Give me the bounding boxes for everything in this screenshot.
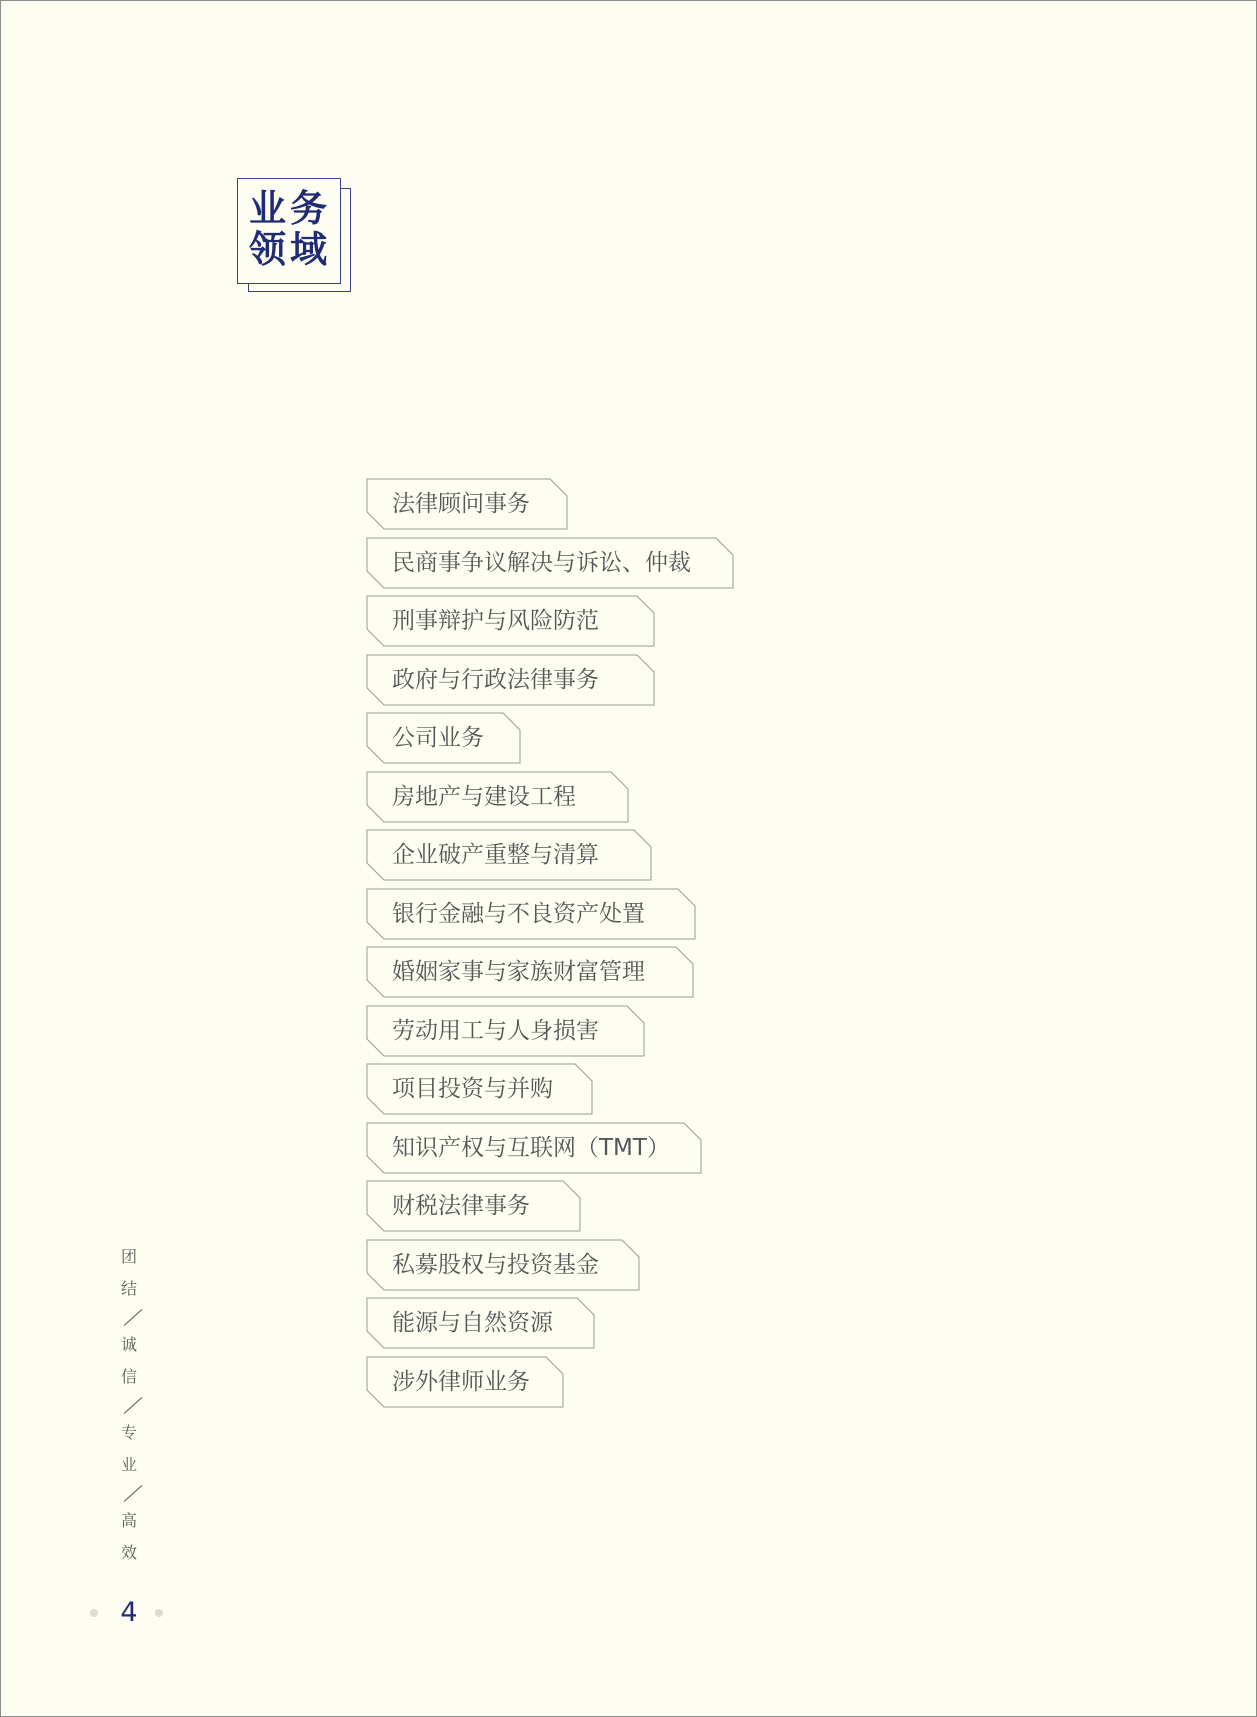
practice-area-tag	[367, 1240, 639, 1290]
motto-character: 专	[120, 1423, 137, 1442]
practice-area-tag	[367, 947, 693, 997]
section-title-line-2: 领域	[249, 227, 331, 271]
vertical-motto	[113, 1241, 145, 1569]
motto-character: 效	[120, 1543, 137, 1562]
motto-character: 信	[120, 1367, 137, 1386]
motto-character: 团	[120, 1247, 137, 1266]
practice-area-label: 法律顾问事务	[392, 491, 530, 517]
practice-area-label: 涉外律师业务	[392, 1369, 530, 1395]
practice-area-tag	[367, 596, 654, 646]
practice-area-label: 项目投资与并购	[392, 1076, 553, 1102]
motto-character: 诚	[120, 1335, 137, 1354]
practice-area-tag	[367, 1298, 594, 1348]
practice-area-label: 刑事辩护与风险防范	[392, 608, 599, 634]
practice-area-label: 婚姻家事与家族财富管理	[392, 959, 645, 985]
practice-area-tag	[367, 655, 654, 705]
practice-area-tag	[367, 713, 520, 763]
practice-area-label: 知识产权与互联网（TMT）	[392, 1135, 670, 1161]
practice-area-tag	[367, 830, 651, 880]
practice-area-tag	[367, 538, 733, 588]
practice-area-label: 政府与行政法律事务	[392, 667, 599, 693]
motto-character: 结	[120, 1279, 137, 1298]
motto-divider	[113, 1481, 145, 1505]
motto-character: 业	[120, 1455, 137, 1474]
section-title-line-1: 业务	[249, 186, 331, 230]
section-title-badge	[237, 178, 353, 294]
practice-area-tag	[367, 1181, 580, 1231]
motto-character: 高	[120, 1511, 137, 1530]
practice-area-label: 财税法律事务	[392, 1193, 530, 1219]
practice-area-label: 房地产与建设工程	[392, 784, 576, 810]
page-dot-left	[90, 1609, 98, 1617]
practice-area-tag	[367, 1006, 644, 1056]
practice-area-label: 公司业务	[392, 725, 484, 751]
practice-area-label: 民商事争议解决与诉讼、仲裁	[392, 550, 691, 576]
page-dot-right	[155, 1609, 163, 1617]
motto-divider	[113, 1305, 145, 1329]
motto-divider	[113, 1393, 145, 1417]
title-badge-frame	[237, 178, 341, 284]
page-number: 4	[120, 1597, 138, 1628]
practice-area-tag	[367, 1064, 592, 1114]
practice-area-label: 银行金融与不良资产处置	[392, 901, 645, 927]
practice-area-label: 企业破产重整与清算	[392, 842, 599, 868]
practice-area-label: 私募股权与投资基金	[392, 1252, 599, 1278]
practice-area-label: 能源与自然资源	[392, 1310, 553, 1336]
practice-area-tag	[367, 889, 695, 939]
practice-area-tag	[367, 1123, 701, 1173]
practice-area-tag	[367, 479, 567, 529]
practice-area-tag	[367, 1357, 563, 1407]
practice-area-tag	[367, 772, 628, 822]
practice-area-label: 劳动用工与人身损害	[392, 1018, 599, 1044]
